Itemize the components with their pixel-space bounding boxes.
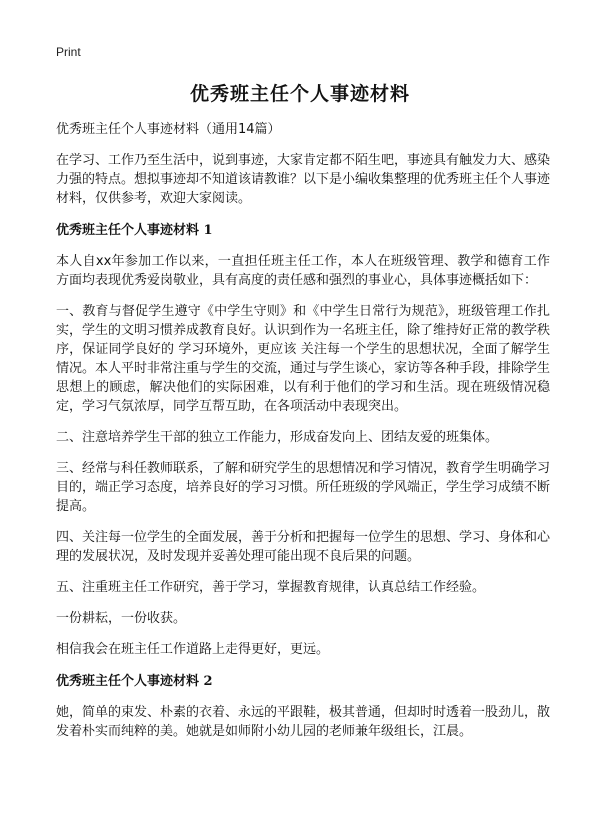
paragraph: 她，简单的束发、朴素的衣着、永远的平跟鞋，极其普通，但却时时透着一股劲儿，散发着朴实而纯粹的美。她就是如师附小幼儿园的老师兼年级组长，江晨。 — [56, 705, 551, 739]
section-heading-1: 优秀班主任个人事迹材料 1 — [56, 223, 213, 238]
intro-paragraph: 在学习、工作乃至生活中，说到事迹，大家肯定都不陌生吧，事迹具有触发力大、感染力强的特点。想拟事迹却不知道该请教谁？以下是小编收集整理的优秀班主任个人事迹材料，仅供参考，欢迎大家阅读。 — [56, 153, 551, 206]
paragraph: 本人自xx年参加工作以来，一直担任班主任工作，本人在班级管理、教学和德育工作方面均表现优秀爱岗敬业，具有高度的责任感和强烈的事业心，具体事迹概括如下： — [56, 254, 550, 288]
document-title: 优秀班主任个人事迹材料 — [189, 83, 410, 105]
paragraph: 一、教育与督促学生遵守《中学生守则》和《中学生日常行为规范》，班级管理工作扎实，学生的文明习惯养成教育良好。认识到作为一名班主任，除了维持好正常的教学秩序，保证同学良好的 学习环境外，更应该 关注每一个学生的思想状况，全面了解学生情况。本人平时非常注重与学生的交流，通过与学生谈心，家访等各种手段，排除学生思想上的顾虑，解决他们的实际困难，以有利于他们的学习和生活。现在班级情况稳定，学习气氛浓厚，同学互帮互助，在各项活动中表现突出。 — [56, 304, 551, 414]
paragraph: 相信我会在班主任工作道路上走得更好，更远。 — [56, 642, 330, 657]
paragraph: 一份耕耘，一份收获。 — [56, 611, 187, 626]
section-heading-2: 优秀班主任个人事迹材料 2 — [56, 674, 213, 689]
paragraph: 二、注意培养学生干部的独立工作能力，形成奋发向上、团结友爱的班集体。 — [56, 430, 499, 445]
paragraph: 五、注重班主任工作研究，善于学习，掌握教育规律，认真总结工作经验。 — [56, 580, 486, 595]
paragraph: 三、经常与科任教师联系，了解和研究学生的思想情况和学习情况，教育学生明确学习目的，端正学习态度，培养良好的学习习惯。所任班级的学风端正，学生学习成绩不断提高。 — [56, 461, 551, 514]
print-link[interactable]: Print — [56, 45, 81, 59]
paragraph: 四、关注每一位学生的全面发展，善于分析和把握每一位学生的思想、学习、身体和心理的发展状况，及时发现并妥善处理可能出现不良后果的问题。 — [56, 530, 551, 564]
document-body — [56, 120, 550, 753]
document-subtitle: 优秀班主任个人事迹材料（通用14篇） — [56, 122, 281, 137]
